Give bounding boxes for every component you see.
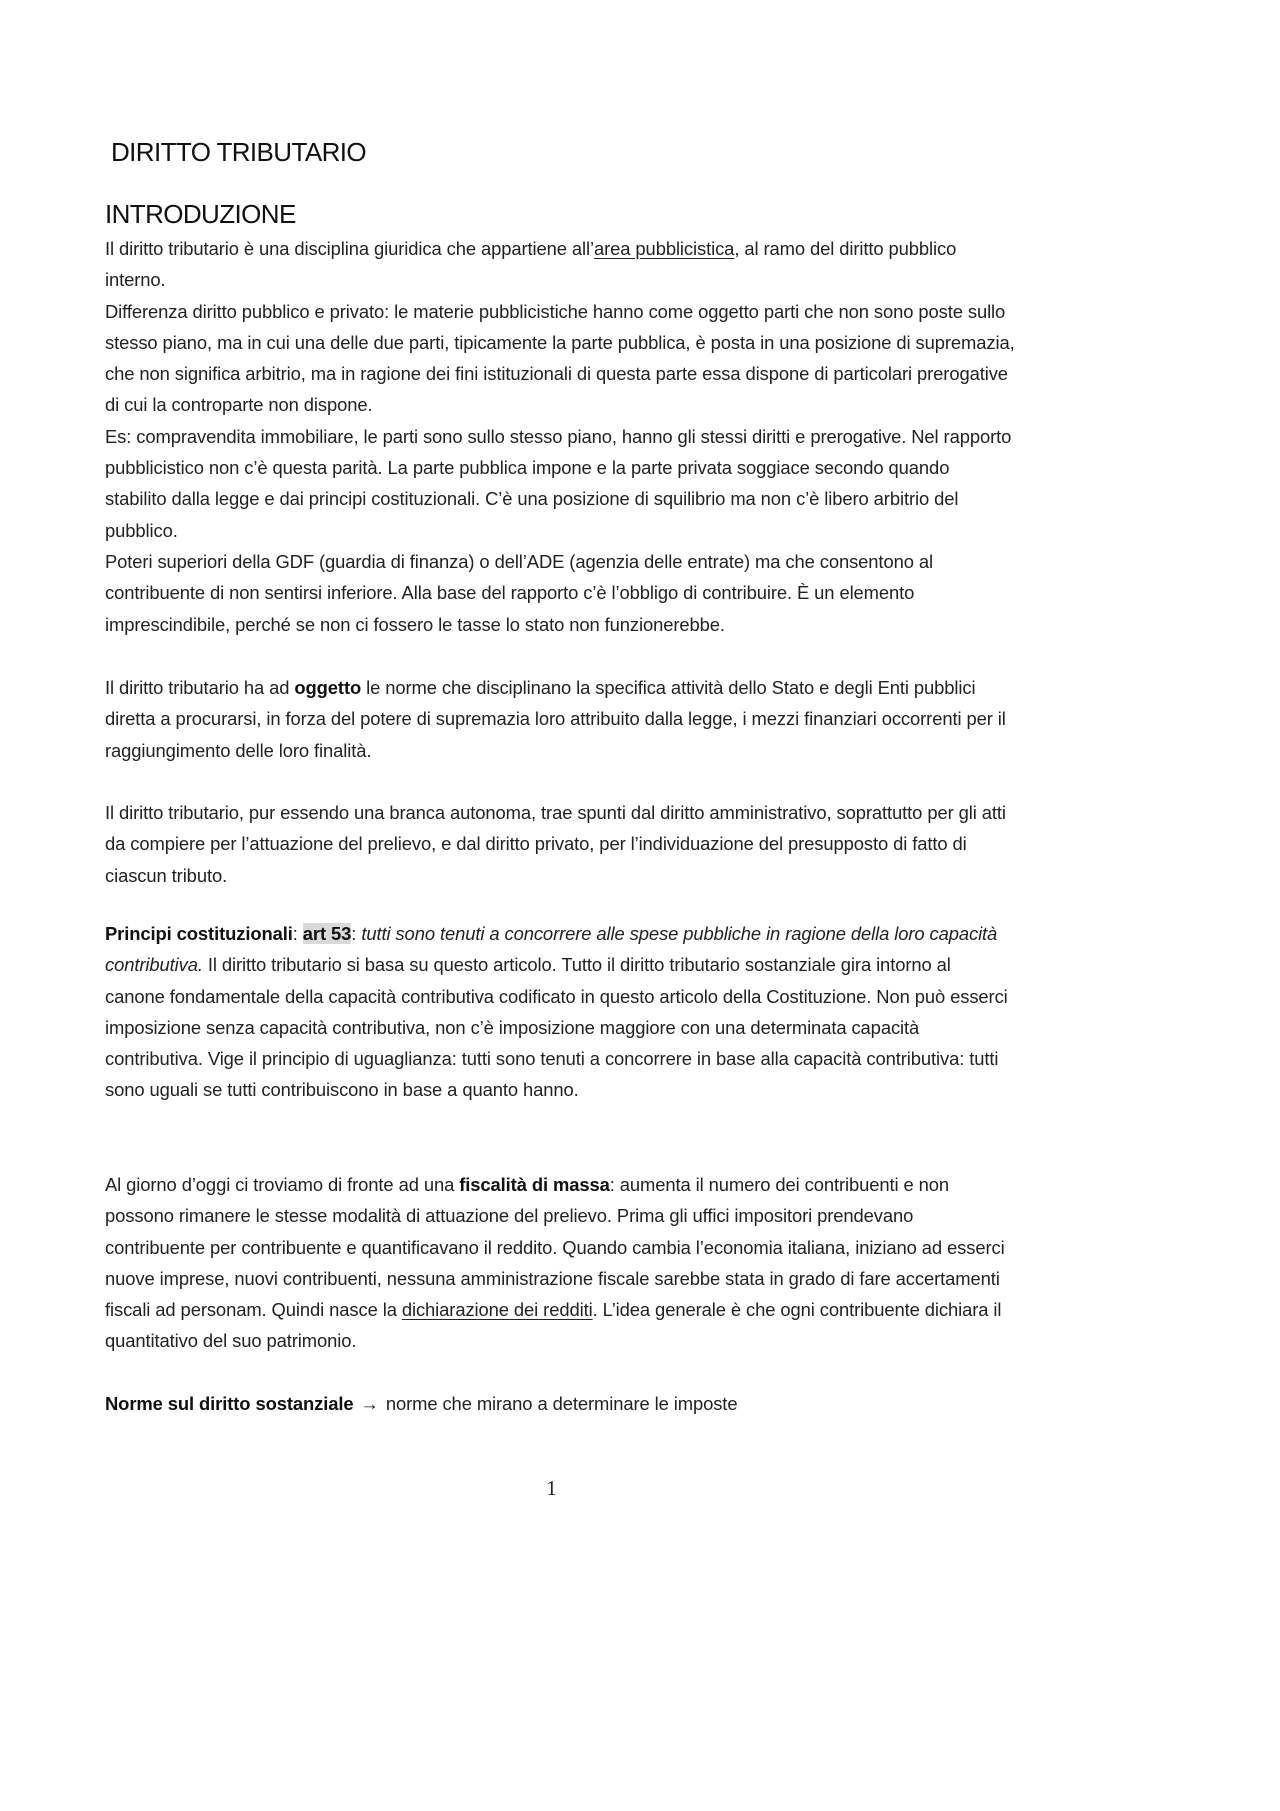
paragraph-fiscalita-di-massa (105, 1169, 1015, 1357)
area-pubblicistica-underline: area pubblicistica (594, 238, 735, 259)
section-title-introduzione: INTRODUZIONE (105, 199, 296, 229)
p1-text-b: , al ramo del diritto pubblico interno. (105, 238, 957, 291)
paragraph-norme-diritto-sostanziale (105, 1388, 1015, 1419)
right-arrow-icon: → (360, 1393, 379, 1414)
p1-text-d: Es: compravendita immobiliare, le parti sono sullo stesso piano, hanno gli stessi diritti e prerogative. Nel rapporto pubblicistico non c’è questa parità. La parte pubblica impone e la parte privata soggiace secondo quando stabilito dalla legge e dai principi costituzionali. C’è una posizione di squilibrio ma non c’è libero arbitrio del pubblico. (105, 425, 1012, 541)
p1-text-c: Differenza diritto pubblico e privato: le materie pubblicistiche hanno come oggetto parti che non sono poste sullo stesso piano, ma in cui una delle due parti, tipicamente la parte pubblica, è posta in una posizione di supremazia, che non significa arbitrio, ma in ragione dei fini istituzionali di questa parte essa dispone di particolari prerogative di cui la controparte non dispone. (105, 300, 1015, 416)
p3-text: Il diritto tributario, pur essendo una branca autonoma, trae spunti dal diritto amministrativo, soprattutto per gli atti da compiere per l’attuazione del prelievo, e dal diritto privato, per l’individuazione del presupposto di fatto di ciascun tributo. (105, 802, 1006, 886)
p4-sep-2: : (351, 923, 362, 944)
p5-text-b: : aumenta il numero dei contribuenti e non possono rimanere le stesse modalità di attuazione del prelievo. Prima gli uffici impositori prendevano contribuente per contribuente e quantificavano il reddito. Quando cambia l’economia italiana, iniziano ad esserci nuove imprese, nuovi contribuenti, nessuna amministrazione fiscale sarebbe stata in grado di fare accertamenti fiscali ad personam. Quindi nasce la (105, 1174, 1005, 1321)
art-53-highlight: art 53 (302, 923, 352, 944)
paragraph-principi-costituzionali (105, 918, 1015, 1106)
p6-text: norme che mirano a determinare le imposte (385, 1393, 738, 1414)
p5-text-c: . L’idea generale è che ogni contribuente dichiara il quantitativo del suo patrimonio. (105, 1299, 1002, 1352)
document-title: DIRITTO TRIBUTARIO (111, 137, 366, 167)
fiscalita-di-massa-bold: fiscalità di massa (459, 1174, 610, 1195)
oggetto-bold: oggetto (294, 677, 362, 698)
p1-text-e: Poteri superiori della GDF (guardia di finanza) o dell’ADE (agenzia delle entrate) ma che consentono al contribuente di non sentirsi inferiore. Alla base del rapporto c’è l’obbligo di contribuire. È un elemento imprescindibile, perché se non ci fossero le tasse lo stato non funzionerebbe. (105, 550, 933, 635)
p2-text-b: le norme che disciplinano la specifica attività dello Stato e degli Enti pubblici diretta a procurarsi, in forza del potere di supremazia loro attribuito dalla legge, i mezzi finanziari occorrenti per il raggiungimento delle loro finalità. (105, 677, 1006, 761)
paragraph-branca-autonoma (105, 797, 1015, 891)
p1-text-a: Il diritto tributario è una disciplina giuridica che appartiene all’ (105, 238, 595, 259)
p4-text: Il diritto tributario si basa su questo articolo. Tutto il diritto tributario sostanziale gira intorno al canone fondamentale della capacità contributiva codificato in questo articolo della Costituzione. Non può esserci imposizione senza capacità contributiva, non c’è imposizione maggiore con una determinata capacità contributiva. Vige il principio di uguaglianza: tutti sono tenuti a concorrere in base alla capacità contributiva: tutti sono uguali se tutti contribuiscono in base a quanto hanno. (105, 954, 1008, 1101)
p2-text-a: Il diritto tributario ha ad (105, 677, 295, 698)
art-53-quote: tutti sono tenuti a concorrere alle spese pubbliche in ragione della loro capacità contributiva. (105, 923, 998, 976)
principi-costituzionali-bold: Principi costituzionali (105, 923, 293, 944)
page-number: 1 (546, 1476, 557, 1500)
dichiarazione-dei-redditi-underline: dichiarazione dei redditi (401, 1299, 593, 1321)
p4-sep-1: : (292, 923, 303, 944)
norme-sul-diritto-sostanziale-bold: Norme sul diritto sostanziale (105, 1393, 354, 1414)
paragraph-oggetto (105, 672, 1015, 766)
p5-text-a: Al giorno d’oggi ci troviamo di fronte ad una (105, 1174, 460, 1195)
paragraph-introduzione (105, 233, 1015, 640)
